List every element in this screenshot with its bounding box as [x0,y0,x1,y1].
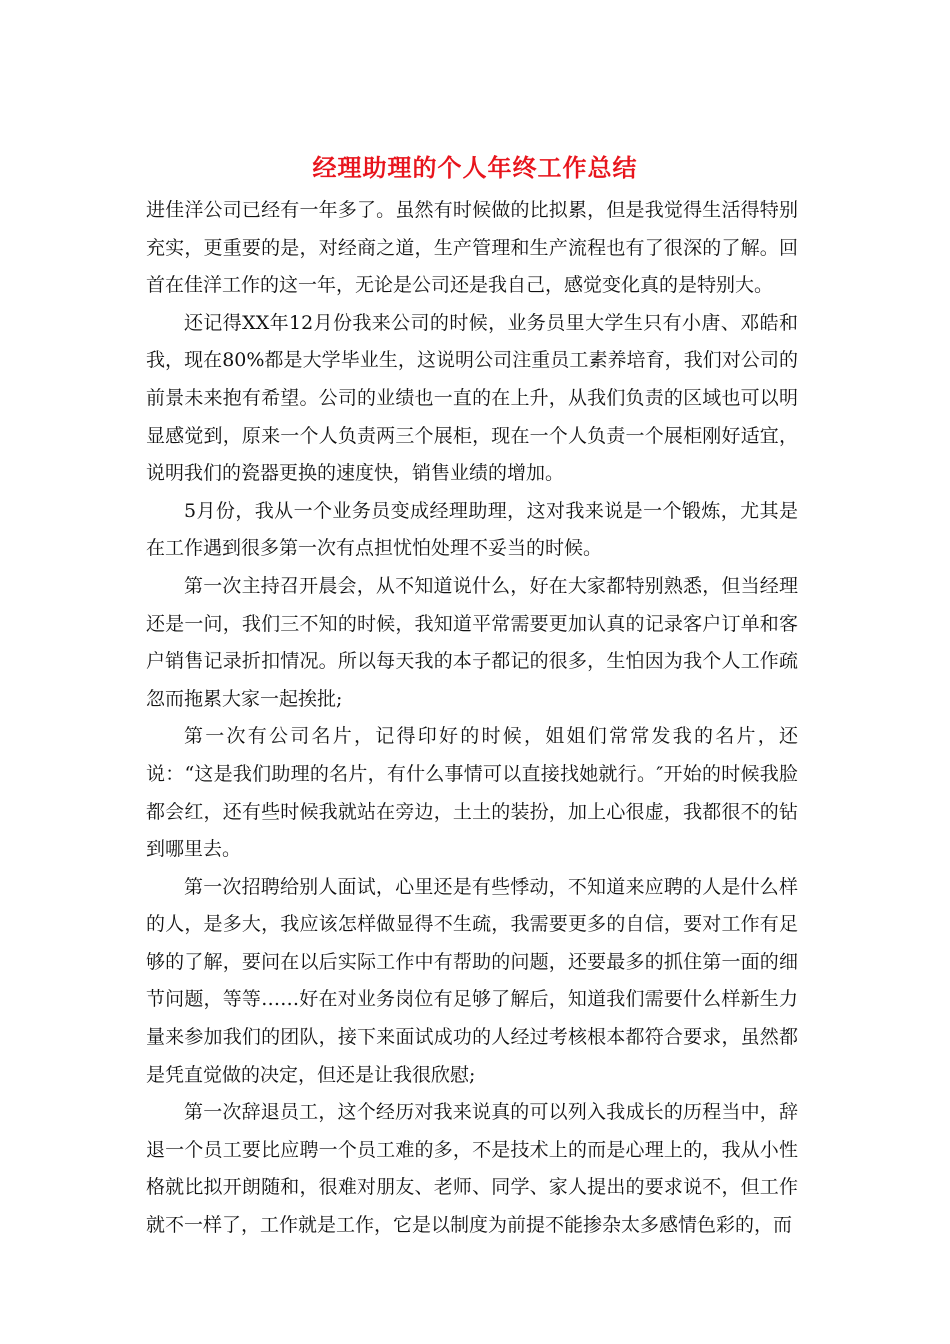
paragraph-5: 第一次有公司名片，记得印好的时候，姐姐们常常发我的名片，还说：“这是我们助理的名片，有什么事情可以直接找她就行。″开始的时候我脸都会红，还有些时候我就站在旁边，土土的装扮，加上心很虚，我都很不的钻到哪里去。 [146,725,798,861]
paragraph-4: 第一次主持召开晨会，从不知道说什么，好在大家都特别熟悉，但当经理还是一问，我们三不知的时候，我知道平常需要更加认真的记录客户订单和客户销售记录折扣情况。所以每天我的本子都记的很多，生怕因为我个人工作疏忽而拖累大家一起挨批; [146,574,798,710]
paragraph-3: 5月份，我从一个业务员变成经理助理，这对我来说是一个锻炼，尤其是在工作遇到很多第一次有点担忧怕处理不妥当的时候。 [146,499,798,560]
document-title: 经理助理的个人年终工作总结 [312,153,638,182]
paragraph-1: 进佳洋公司已经有一年多了。虽然有时候做的比拟累，但是我觉得生活得特别充实，更重要的是，对经商之道，生产管理和生产流程也有了很深的了解。回首在佳洋工作的这一年，无论是公司还是我自己，感觉变化真的是特别大。 [146,199,798,297]
paragraph-6: 第一次招聘给别人面试，心里还是有些悸动，不知道来应聘的人是什么样的人，是多大，我应该怎样做显得不生疏，我需要更多的自信，要对工作有足够的了解，要问在以后实际工作中有帮助的问题，还要最多的抓住第一面的细节问题，等等……好在对业务岗位有足够了解后，知道我们需要什么样新生力量来参加我们的团队，接下来面试成功的人经过考核根本都符合要求，虽然都是凭直觉做的决定，但还是让我很欣慰; [146,875,798,1086]
paragraph-2: 还记得XX年12月份我来公司的时候，业务员里大学生只有小唐、邓皓和我，现在80%都是大学毕业生，这说明公司注重员工素养培育，我们对公司的前景未来抱有希望。公司的业绩也一直的在上升，从我们负责的区域也可以明显感觉到，原来一个人负责两三个展柜，现在一个人负责一个展柜刚好适宜，说明我们的瓷器更换的速度快，销售业绩的增加。 [146,311,798,485]
document-body [146,192,798,1245]
paragraph-7: 第一次辞退员工，这个经历对我来说真的可以列入我成长的历程当中，辞退一个员工要比应聘一个员工难的多，不是技术上的而是心理上的，我从小性格就比拟开朗随和，很难对朋友、老师、同学、家人提出的要求说不，但工作就不一样了，工作就是工作，它是以制度为前提不能掺杂太多感情色彩的，而 [146,1101,798,1237]
